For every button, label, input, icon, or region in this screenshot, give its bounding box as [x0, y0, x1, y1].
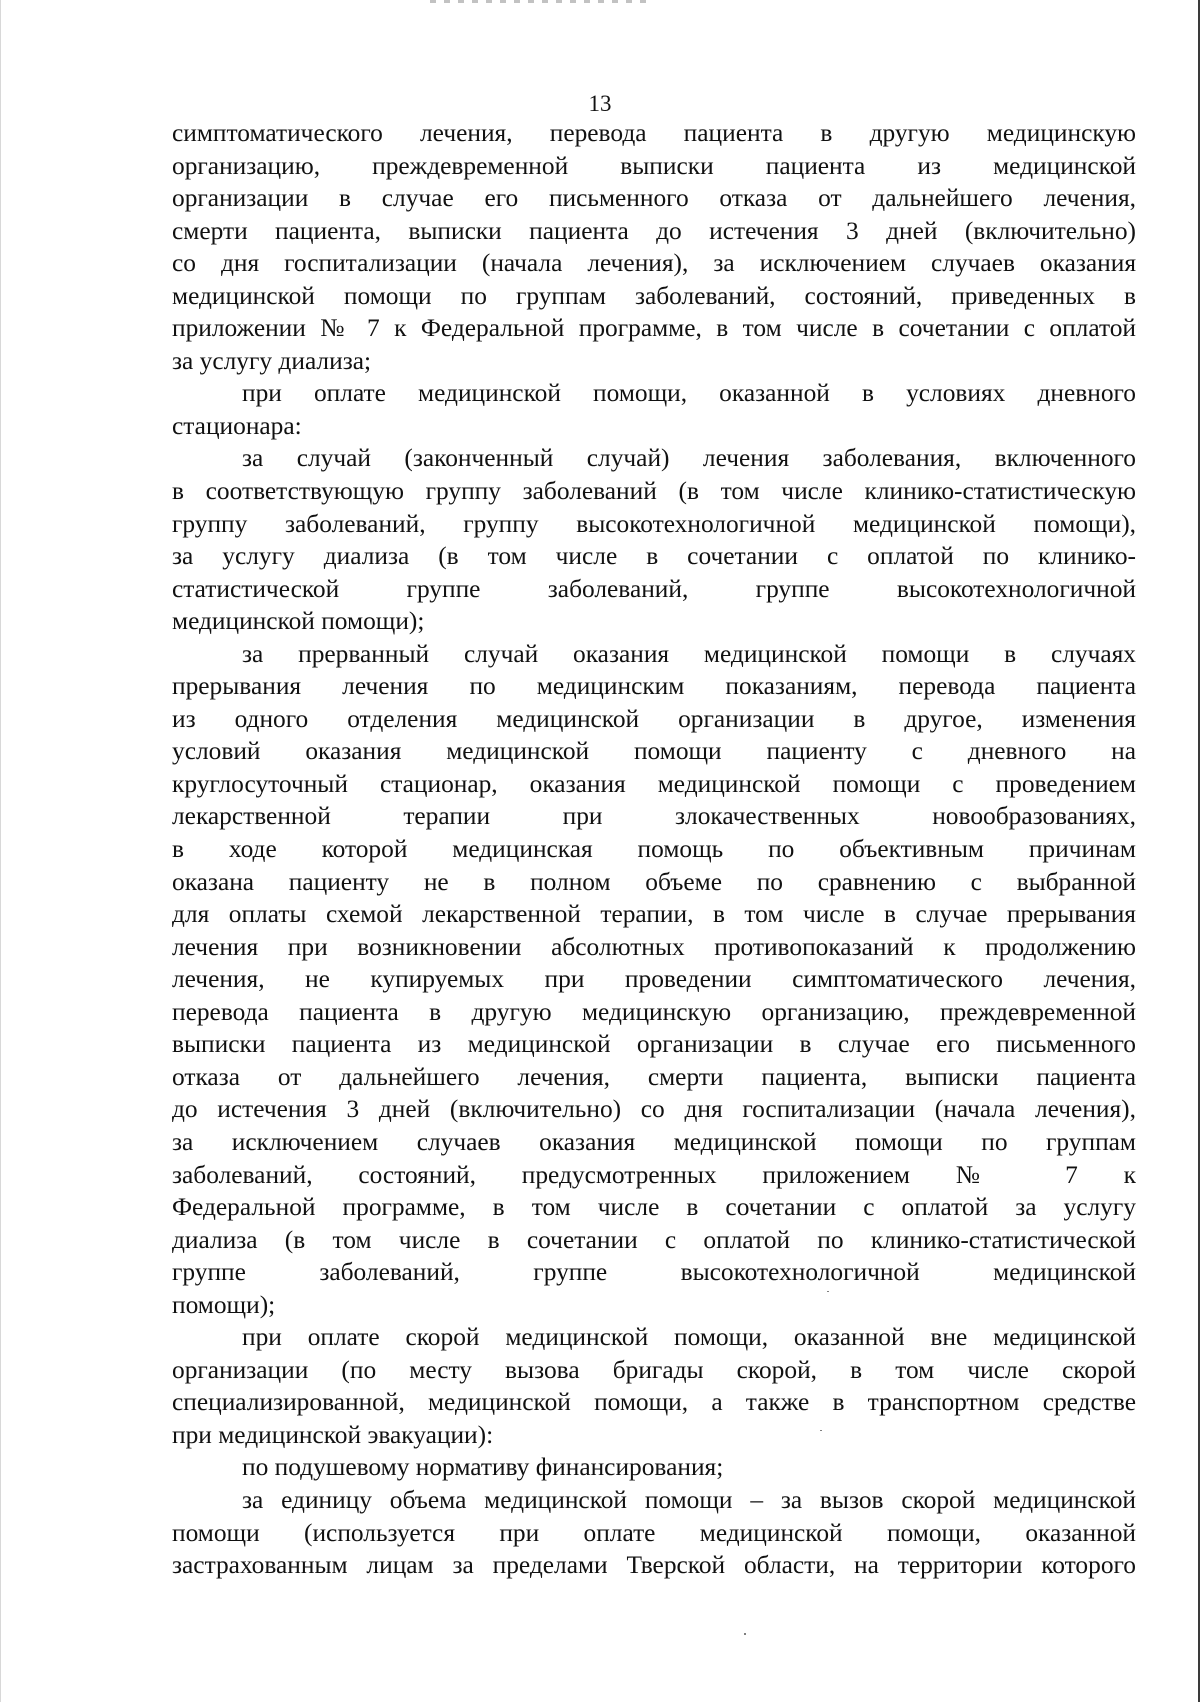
text-line: за прерванный случай оказания медицинской помощи в случаях	[242, 639, 1136, 668]
text-line: стационара:	[172, 411, 302, 440]
text-line: симптоматического лечения, перевода пациента в другую медицинскую	[172, 119, 1136, 147]
text-line: при оплате скорой медицинской помощи, оказанной вне медицинской	[242, 1323, 1136, 1352]
text-line: за единицу объема медицинской помощи – за вызов скорой медицинской	[242, 1485, 1136, 1514]
text-line: организацию, преждевременной выписки пациента из медицинской	[172, 151, 1136, 180]
text-line: лечения, не купируемых при проведении симптоматического лечения,	[172, 965, 1136, 994]
scan-speck	[744, 1633, 746, 1635]
text-line: прерывания лечения по медицинским показаниям, перевода пациента	[172, 672, 1136, 701]
text-line: организации (по месту вызова бригады скорой, в том числе скорой	[172, 1355, 1136, 1384]
text-line: Федеральной программе, в том числе в сочетании с оплатой за услугу	[172, 1193, 1136, 1222]
text-line: со дня госпитализации (начала лечения), за исключением случаев оказания	[172, 249, 1136, 278]
text-line: круглосуточный стационар, оказания медицинской помощи с проведением	[172, 769, 1136, 798]
text-line: приложении № 7 к Федеральной программе, в том числе в сочетании с оплатой	[172, 314, 1136, 343]
page-number: 13	[588, 91, 612, 116]
text-line: за исключением случаев оказания медицинской помощи по группам	[172, 1127, 1136, 1156]
text-line: условий оказания медицинской помощи пациенту с дневного на	[172, 737, 1136, 766]
text-line: отказа от дальнейшего лечения, смерти пациента, выписки пациента	[172, 1062, 1136, 1091]
scan-speck	[827, 1291, 829, 1292]
text-line: за услугу диализа;	[172, 346, 372, 375]
text-line: медицинской помощи);	[172, 607, 425, 636]
text-line: специализированной, медицинской помощи, а также в транспортном средстве	[172, 1388, 1136, 1417]
text-line: для оплаты схемой лекарственной терапии, в том числе в случае прерывания	[172, 900, 1136, 929]
text-line: оказана пациенту не в полном объеме по сравнению с выбранной	[172, 867, 1136, 896]
document-body	[172, 117, 1136, 1582]
text-line: группе заболеваний, группе высокотехнологичной медицинской	[172, 1258, 1136, 1287]
scan-speck	[820, 1430, 822, 1431]
text-line: при медицинской эвакуации):	[172, 1420, 494, 1449]
text-line: за услугу диализа (в том числе в сочетании с оплатой по клинико-	[172, 542, 1136, 571]
text-line: помощи);	[172, 1290, 276, 1319]
text-line: выписки пациента из медицинской организации в случае его письменного	[172, 1030, 1136, 1059]
scan-left-edge	[0, 0, 1, 1702]
text-line: по подушевому нормативу финансирования;	[242, 1453, 724, 1482]
text-line: смерти пациента, выписки пациента до истечения 3 дней (включительно)	[172, 216, 1136, 245]
text-line: организации в случае его письменного отказа от дальнейшего лечения,	[172, 184, 1136, 213]
text-line: в соответствующую группу заболеваний (в том числе клинико-статистическую	[172, 477, 1136, 506]
text-line: статистической группе заболеваний, группе высокотехнологичной	[172, 574, 1136, 603]
text-line: при оплате медицинской помощи, оказанной в условиях дневного	[242, 379, 1136, 408]
text-line: помощи (используется при оплате медицинской помощи, оказанной	[172, 1518, 1136, 1547]
text-line: за случай (законченный случай) лечения заболевания, включенного	[242, 444, 1136, 473]
text-line: до истечения 3 дней (включительно) со дня госпитализации (начала лечения),	[172, 1095, 1136, 1124]
text-line: лечения при возникновении абсолютных противопоказаний к продолжению	[172, 932, 1136, 961]
text-line: диализа (в том числе в сочетании с оплатой по клинико-статистической	[172, 1225, 1136, 1254]
scan-top-artifact	[430, 0, 650, 3]
text-line: медицинской помощи по группам заболеваний, состояний, приведенных в	[172, 281, 1136, 310]
text-line: заболеваний, состояний, предусмотренных приложением № 7 к	[172, 1160, 1136, 1189]
text-line: в ходе которой медицинская помощь по объективным причинам	[172, 835, 1136, 864]
text-line: группу заболеваний, группу высокотехнологичной медицинской помощи),	[172, 509, 1136, 538]
text-line: перевода пациента в другую медицинскую организацию, преждевременной	[172, 997, 1136, 1026]
text-line: лекарственной терапии при злокачественных новообразованиях,	[172, 802, 1136, 831]
text-line: застрахованным лицам за пределами Тверской области, на территории которого	[172, 1551, 1136, 1580]
text-line: из одного отделения медицинской организации в другое, изменения	[172, 704, 1136, 733]
